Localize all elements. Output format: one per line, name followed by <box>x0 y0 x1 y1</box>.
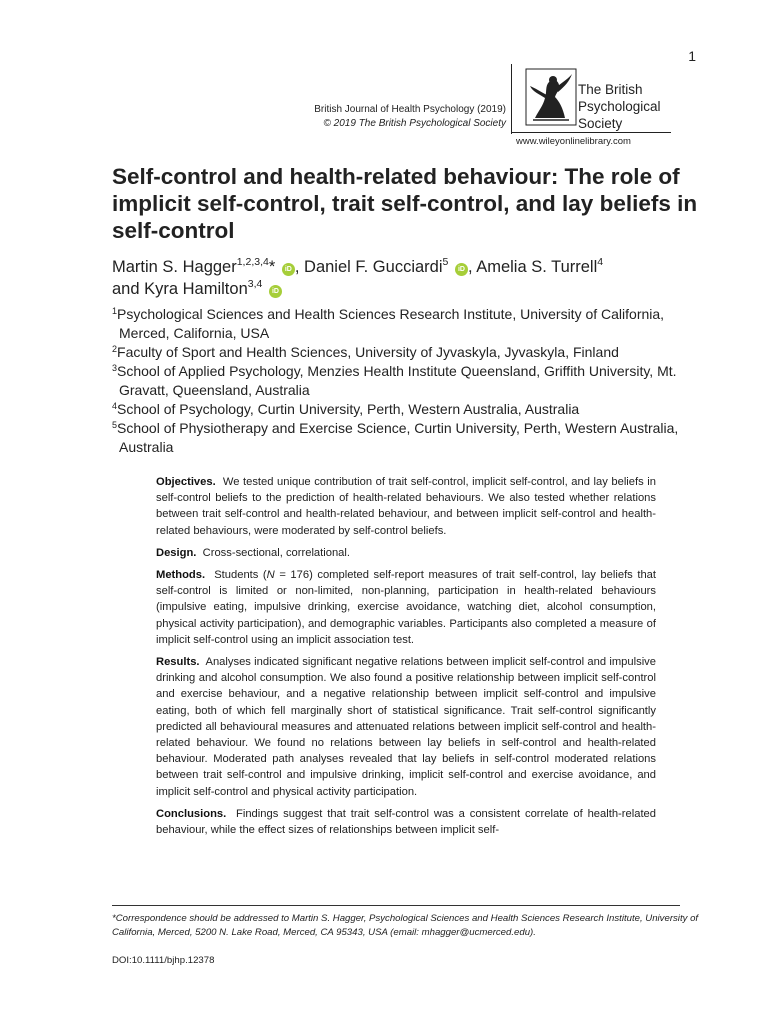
affiliation-number: 2 <box>112 344 118 354</box>
author-separator: , <box>467 258 477 276</box>
section-text: Students ( <box>214 569 267 582</box>
abstract-design <box>156 545 656 561</box>
affiliation-text: School of Psychology, Curtin University, Perth, Western Australia, Australia <box>117 401 580 417</box>
author-affiliation-sup: 1,2,3,4 <box>236 256 269 268</box>
journal-citation: British Journal of Health Psychology (2019) <box>314 104 506 115</box>
author-list <box>112 256 732 300</box>
section-label: Objectives. <box>156 476 216 488</box>
society-name <box>578 81 671 132</box>
publisher-rule <box>511 132 671 133</box>
author-affiliation-sup: 3,4 <box>247 278 263 290</box>
affiliation-item <box>112 305 692 343</box>
wiley-url[interactable]: www.wileyonlinelibrary.com <box>516 136 631 147</box>
publisher-block <box>511 64 671 134</box>
society-name-line1: The British <box>578 82 643 97</box>
affiliation-list <box>112 305 692 457</box>
article-title: Self-control and health-related behaviour: The role of implicit self-control, trait self-control, and lay beliefs in self-control <box>112 164 698 243</box>
affiliation-number: 3 <box>112 363 118 373</box>
journal-copyright: © 2019 The British Psychological Society <box>323 118 506 129</box>
publisher-divider <box>511 64 512 134</box>
abstract-results <box>156 654 656 800</box>
correspondence-footnote: *Correspondence should be addressed to Martin S. Hagger, Psychological Sciences and Health Sciences Research Institute, University of California, Merced, 5200 N. Lake Road, Merced, CA 95343, USA (email: mhagger@ucmerced.edu). <box>112 913 699 938</box>
corresponding-marker: * <box>268 258 276 276</box>
abstract-conclusions <box>156 806 656 838</box>
author-name: Amelia S. Turrell <box>476 258 598 276</box>
sample-size-symbol: N <box>266 569 275 582</box>
author-affiliation-sup: 4 <box>597 256 604 268</box>
author-separator: , <box>294 258 305 276</box>
section-text: Analyses indicated significant negative relations between implicit self-control and impulsive drinking and alcohol consumption. We also found a positive relationship between implicit self-control and exercise behaviour, and a negative relationship between implicit self-control and impulsive eating, both of which fell marginally short of statistical significance. Trait self-control significantly predicted all behavioural measures and attenuated relations between implicit self-control and health-related behaviour. We found no relations between lay beliefs in self-control and health-related behaviour. Moderated path analyses revealed that lay beliefs in self-control moderated relations between trait self-control and impulsive drinking, implicit self-control and exercise avoidance, and implicit self-control and physical activity participation. <box>156 656 656 798</box>
section-label: Conclusions. <box>156 807 227 820</box>
abstract-objectives <box>156 474 656 539</box>
affiliation-number: 4 <box>112 401 118 411</box>
affiliation-text: School of Physiotherapy and Exercise Science, Curtin University, Perth, Western Australia, Australia <box>117 420 679 455</box>
footnote-rule <box>112 905 680 906</box>
orcid-icon[interactable]: iD <box>455 263 468 276</box>
affiliation-text: Faculty of Sport and Health Sciences, University of Jyvaskyla, Jyvaskyla, Finland <box>117 344 619 360</box>
abstract <box>156 474 656 844</box>
affiliation-item <box>112 400 692 419</box>
section-text: = 176) completed self-report measures of trait self-control, lay beliefs that self-control is limited or non-limited, non-planning, participation in health-related behaviours (impulsive eating, impulsive drinking, exercise avoidance, watching diet, alcohol consumption, physical activity participation), and demographic variables. Participants also completed a measure of implicit self-control using an implicit association test. <box>156 569 656 646</box>
section-label: Results. <box>156 656 200 669</box>
orcid-icon[interactable]: iD <box>269 285 282 298</box>
orcid-icon[interactable]: iD <box>282 263 295 276</box>
author-name: Daniel F. Gucciardi <box>304 258 443 276</box>
section-label: Methods. <box>156 569 206 582</box>
affiliation-number: 1 <box>112 306 118 316</box>
section-text: Findings suggest that trait self-control was a consistent correlate of health-related behaviour, while the effect sizes of relationships between implicit self- <box>156 807 656 837</box>
author-affiliation-sup: 5 <box>442 256 449 268</box>
affiliation-item <box>112 419 692 457</box>
section-text: We tested unique contribution of trait self-control, implicit self-control, and lay beliefs in self-control beliefs to the prediction of health-related behaviours. We also tested whether relations between trait self-control and health-related behaviour, and between implicit self-control and health-related behaviours, were moderated by self-control beliefs. <box>156 476 656 537</box>
affiliation-text: Psychological Sciences and Health Sciences Research Institute, University of California, Merced, California, USA <box>117 306 665 341</box>
affiliation-text: School of Applied Psychology, Menzies Health Institute Queensland, Griffith University, Mt. Gravatt, Queensland, Australia <box>117 363 677 398</box>
author-name: Martin S. Hagger <box>112 258 237 276</box>
author-name: Kyra Hamilton <box>144 280 248 298</box>
doi[interactable]: DOI:10.1111/bjhp.12378 <box>112 955 215 966</box>
journal-info <box>314 103 506 131</box>
psyche-logo-icon <box>525 68 577 126</box>
affiliation-item <box>112 343 692 362</box>
page-number: 1 <box>688 48 696 64</box>
society-name-line2: Psychological Society <box>578 99 661 131</box>
section-label: Design. <box>156 546 197 559</box>
affiliation-number: 5 <box>112 420 118 430</box>
section-text: Cross-sectional, correlational. <box>202 546 351 559</box>
affiliation-item <box>112 362 692 400</box>
author-and: and <box>112 280 140 298</box>
abstract-methods <box>156 567 656 648</box>
